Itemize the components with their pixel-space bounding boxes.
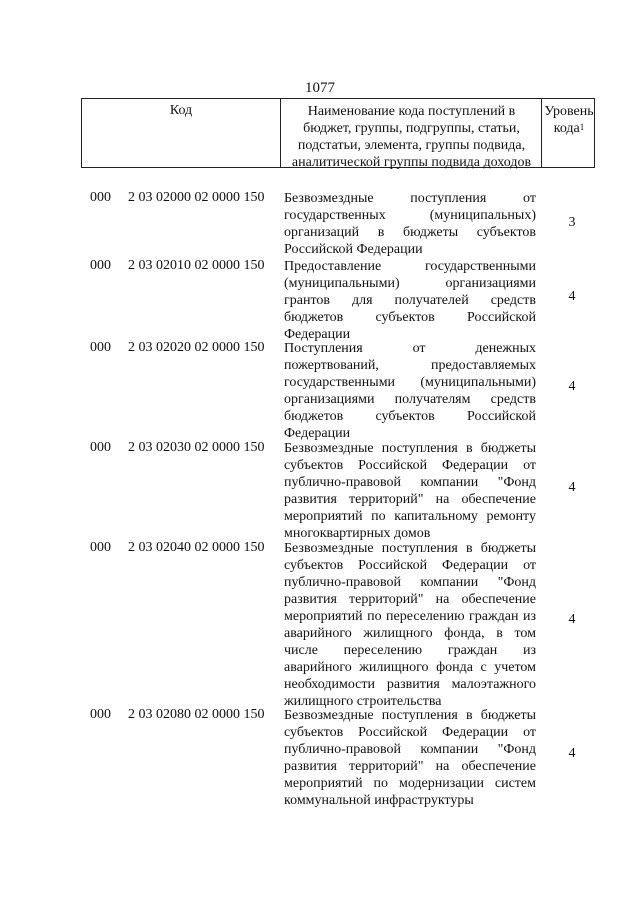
code-level: 3 [568,215,576,230]
revenue-name: Безвозмездные поступления в бюджеты субъектов Российской Федерации от публично-правовой компании "Фонд развития территорий" на обеспечение мероприятий по модернизации систем коммунальной инфраструктуры [284,708,536,808]
code-level: 4 [568,480,576,495]
table-row [0,440,640,540]
code-level: 4 [568,612,576,627]
table-row [0,258,640,343]
revenue-name: Предоставление государственными (муниципальными) организациями грантов для получателей средств бюджетов субъектов Российской Федерации [284,259,536,342]
table-row [0,340,640,440]
code-level: 4 [568,289,576,304]
table-row [0,190,640,258]
table-header [81,98,595,168]
admin-code: 000 [90,540,111,555]
revenue-code: 2 03 02030 02 0000 150 [128,440,265,455]
header-name: Наименование кода поступлений в бюджет, группы, подгруппы, статьи, подстатьи, элемента, группы подвида, аналитической группы подвида доходов [291,104,532,170]
revenue-code: 2 03 02020 02 0000 150 [128,340,265,355]
revenue-name: Безвозмездные поступления в бюджеты субъектов Российской Федерации от публично-правовой компании "Фонд развития территорий" на обеспечение мероприятий по капитальному ремонту многоквартирных домов [284,441,536,541]
code-level: 4 [568,746,576,761]
page-number: 1077 [305,80,335,96]
table-row [0,707,640,807]
footnote-marker: 1 [579,122,585,132]
admin-code: 000 [90,440,111,455]
admin-code: 000 [90,340,111,355]
admin-code: 000 [90,258,111,273]
revenue-name: Безвозмездные поступления от государственных (муниципальных) организаций в бюджеты субъектов Российской Федерации [284,191,536,257]
revenue-code: 2 03 02000 02 0000 150 [128,190,265,205]
revenue-name: Поступления от денежных пожертвований, предоставляемых государственными (муниципальными) организациями получателям средств бюджетов субъектов Российской Федерации [284,341,536,441]
revenue-name: Безвозмездные поступления в бюджеты субъектов Российской Федерации от публично-правовой компании "Фонд развития территорий" на обеспечение мероприятий по переселению граждан из аварийного жилищного фонда, в том числе переселению граждан из аварийного жилищного фонда с учетом необходимости развития малоэтажного жилищного строительства [284,541,536,709]
admin-code: 000 [90,707,111,722]
revenue-code: 2 03 02040 02 0000 150 [128,540,265,555]
revenue-code: 2 03 02080 02 0000 150 [128,707,265,722]
revenue-code: 2 03 02010 02 0000 150 [128,258,265,273]
admin-code: 000 [90,190,111,205]
header-divider [280,99,281,167]
code-level: 4 [568,379,576,394]
table-row [0,540,640,709]
header-level: Уровень кода$^1$ [544,104,594,136]
header-code: Код [169,103,193,118]
